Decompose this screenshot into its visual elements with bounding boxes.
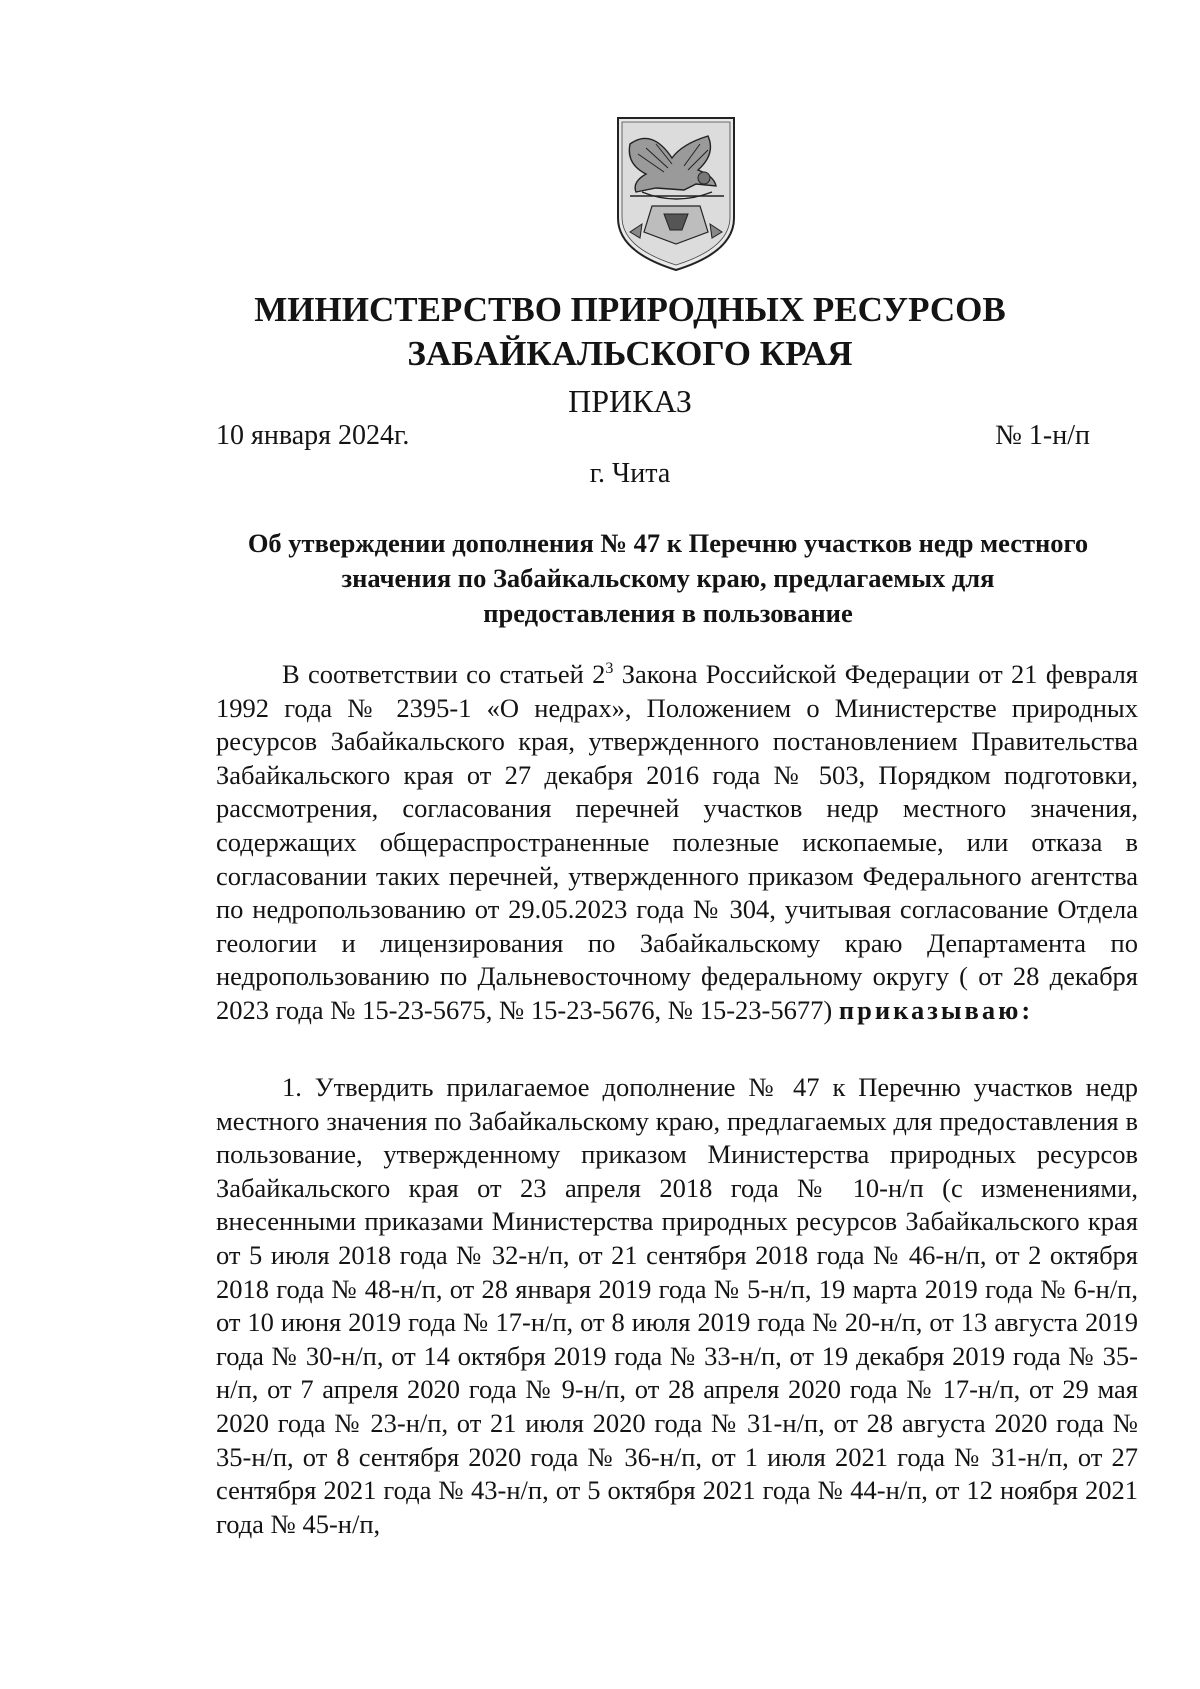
order-directive: приказываю: bbox=[838, 994, 1034, 1025]
ministry-title bbox=[200, 288, 1060, 376]
ministry-title-line1: МИНИСТЕРСТВО ПРИРОДНЫХ РЕСУРСОВ bbox=[254, 290, 1006, 329]
preamble-superscript: 3 bbox=[605, 660, 614, 678]
preamble-text-a: В соответствии со статьей 2 bbox=[282, 659, 606, 689]
clause-1-paragraph: 1. Утвердить прилагаемое дополнение № 47 к Перечню участков недр местного значения по Забайкальскому краю, предлагаемых для предоставления в пользование, утвержденному приказом Министерства природных ресурсов Забайкальского края от 23 апреля 2018 года № 10-н/п (с изменениями, внесенными приказами Министерства природных ресурсов Забайкальского края от 5 июля 2018 года № 32-н/п, от 21 сентября 2018 года № 46-н/п, от 2 октября 2018 года № 48-н/п, от 28 января 2019 года № 5-н/п, 19 марта 2019 года № 6-н/п, от 10 июня 2019 года № 17-н/п, от 8 июля 2019 года № 20-н/п, от 13 августа 2019 года № 30-н/п, от 14 октября 2019 года № 33-н/п, от 19 декабря 2019 года № 35-н/п, от 7 апреля 2020 года № 9-н/п, от 28 апреля 2020 года № 17-н/п, от 29 мая 2020 года № 23-н/п, от 21 июля 2020 года № 31-н/п, от 28 августа 2020 года № 35-н/п, от 8 сентября 2020 года № 36-н/п, от 1 июля 2021 года № 31-н/п, от 27 сентября 2021 года № 43-н/п, от 5 октября 2021 года № 44-н/п, от 12 ноября 2021 года № 45-н/п, bbox=[216, 1072, 1138, 1539]
coat-of-arms-icon bbox=[612, 114, 740, 274]
subject-line3: предоставления в пользование bbox=[483, 598, 853, 628]
preamble-text-b: Закона Российской Федерации от 21 февраля 1992 года № 2395-1 «О недрах», Положением о Министерстве природных ресурсов Забайкальского края, утвержденного постановлением Правительства Забайкальского края от 27 декабря 2016 года № 503, Порядком подготовки, рассмотрения, согласования перечней участков недр местного значения, содержащих общераспространенные полезные ископаемые, или отказа в согласовании таких перечней, утвержденного приказом Федерального агентства по недропользованию от 29.05.2023 года № 304, учитывая согласование Отдела геологии и лицензирования по Забайкальскому краю Департамента по недропользованию по Дальневосточному федеральному округу ( от 28 декабря 2023 года № 15-23-5675, № 15-23-5676, № 15-23-5677) bbox=[216, 659, 1138, 1025]
order-date: 10 января 2024г. bbox=[216, 420, 410, 451]
order-subject bbox=[200, 526, 1136, 631]
order-number: № 1-н/п bbox=[995, 420, 1090, 451]
subject-line1: Об утверждении дополнения № 47 к Перечню участков недр местного bbox=[247, 528, 1089, 558]
preamble-paragraph bbox=[216, 658, 1138, 1028]
order-city: г. Чита bbox=[589, 458, 671, 489]
order-title: ПРИКАЗ bbox=[568, 383, 692, 419]
subject-line2: значения по Забайкальскому краю, предлагаемых для bbox=[341, 563, 995, 593]
ministry-title-line2: ЗАБАЙКАЛЬСКОГО КРАЯ bbox=[407, 334, 853, 373]
